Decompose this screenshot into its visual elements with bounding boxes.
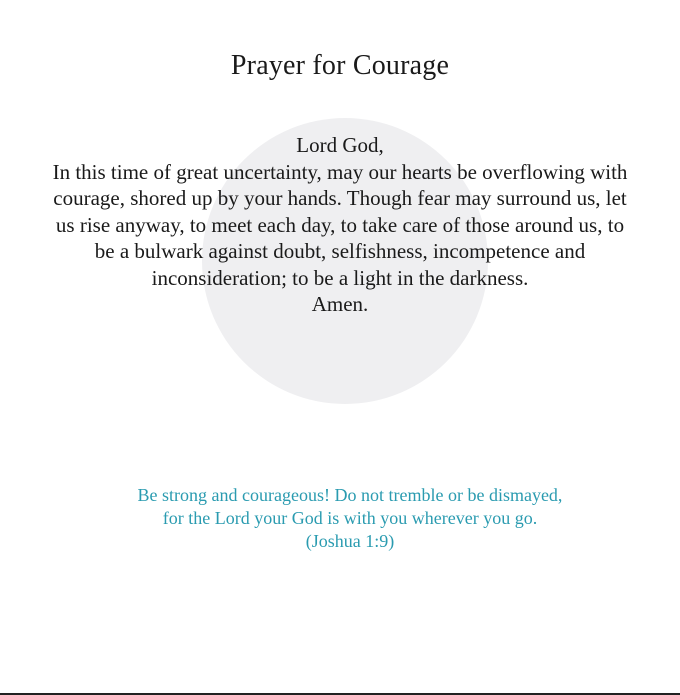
prayer-closing: Amen. [311, 292, 369, 316]
prayer-greeting: Lord God, [296, 133, 384, 157]
prayer-line: courage, shored up by your hands. Though fear may surround us, let [53, 186, 627, 210]
prayer-line: us rise anyway, to meet each day, to take care of those around us, to [55, 212, 625, 237]
scripture-verse [90, 484, 610, 553]
prayer-text [34, 132, 646, 318]
verse-reference: (Joshua 1:9) [305, 531, 395, 551]
prayer-line: inconsideration; to be a light in the darkness. [151, 265, 529, 290]
page-title: Prayer for Courage [230, 50, 450, 81]
prayer-line: In this time of great uncertainty, may our hearts be overflowing with [52, 159, 628, 184]
verse-line: for the Lord your God is with you wherever you go. [162, 508, 538, 528]
verse-line: Be strong and courageous! Do not tremble or be dismayed, [137, 485, 563, 505]
prayer-line: be a bulwark against doubt, selfishness, incompetence and [94, 239, 586, 263]
